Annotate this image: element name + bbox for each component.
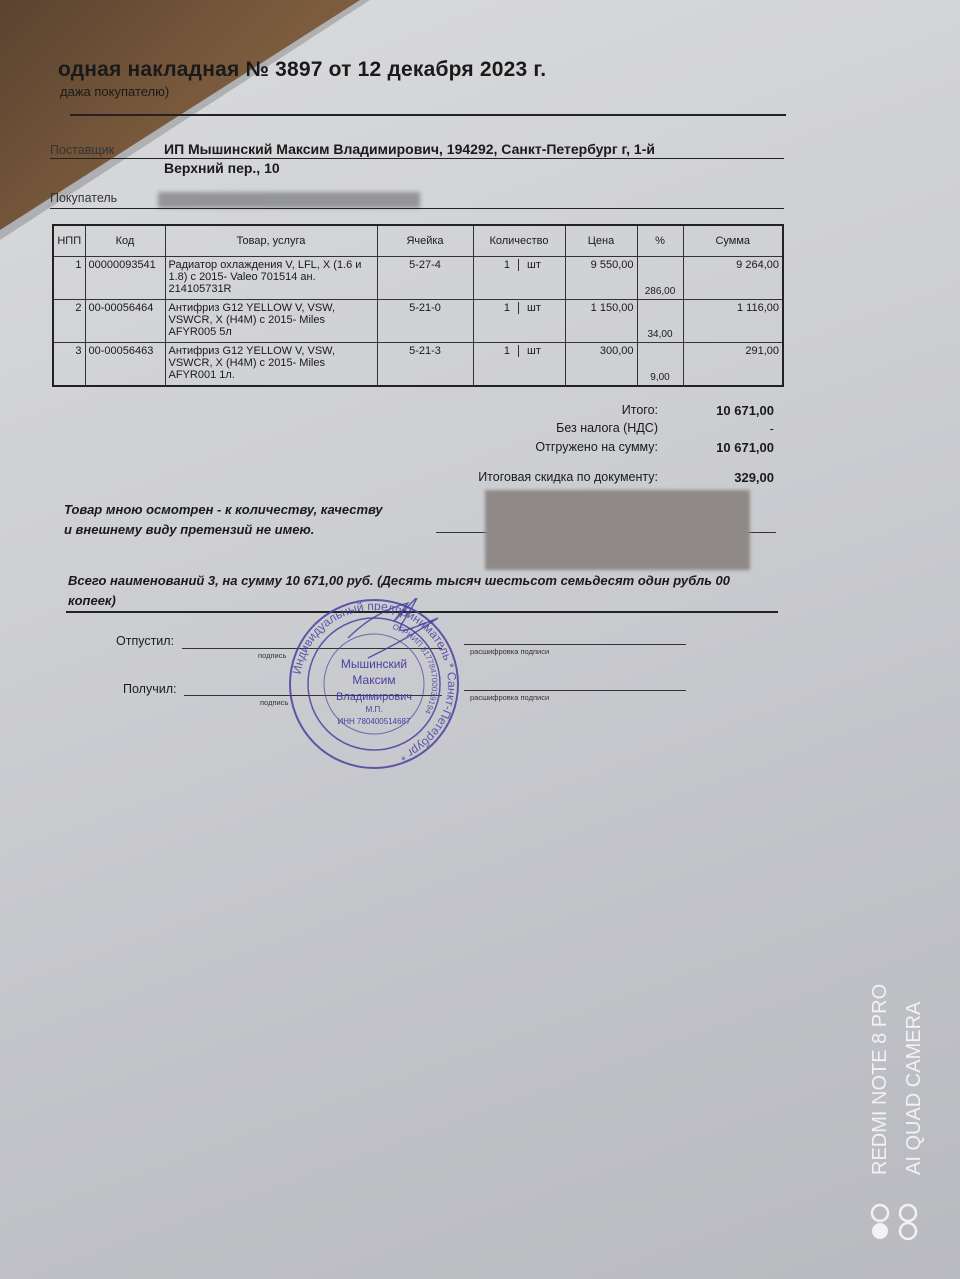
watermark-logo-icon <box>872 1205 916 1239</box>
qty-unit: шт <box>527 302 541 314</box>
cell-qty <box>473 343 565 387</box>
cell-price: 9 550,00 <box>565 257 637 300</box>
qty-unit: шт <box>527 345 541 357</box>
document-title: одная накладная № 3897 от 12 декабря 2023 г. <box>58 58 547 81</box>
received-label: Получил: <box>123 682 177 696</box>
cell-price: 1 150,00 <box>565 300 637 343</box>
vat-label: Без налога (НДС) <box>556 421 658 435</box>
buyer-signature-redacted <box>485 490 750 570</box>
cell-item: Антифриз G12 YELLOW V, VSW, VSWCR, X (H4M) с 2015- Miles AFYR005 5л <box>165 300 377 343</box>
company-stamp <box>288 598 460 770</box>
acceptance-note-line1: Товар мною осмотрен - к количеству, качеству <box>64 502 383 517</box>
table-row <box>53 300 783 343</box>
title-divider <box>70 114 786 116</box>
cell-code: 00-00056463 <box>85 343 165 387</box>
header-cell: Ячейка <box>377 225 473 257</box>
total-value: 10 671,00 <box>716 403 774 418</box>
stamp-line1: Мышинский <box>340 657 408 671</box>
discount-label: Итоговая скидка по документу: <box>478 470 658 484</box>
stamp-line3: Владимирович <box>335 691 413 703</box>
supplier-value: ИП Мышинский Максим Владимирович, 194292, Санкт-Петербург г, 1-й Верхний пер., 10 <box>164 141 655 176</box>
header-sum: Сумма <box>683 225 783 257</box>
cell-code: 00000093541 <box>85 257 165 300</box>
cell-cell: 5-21-3 <box>377 343 473 387</box>
amount-in-words: Всего наименований 3, на сумму 10 671,00 руб. (Десять тысяч шестьсот семьдесят один рубль 00 копеек) <box>68 573 730 608</box>
stamp-line2: Максим <box>352 673 396 687</box>
cell-qty <box>473 257 565 300</box>
received-sign-caption: подпись <box>260 698 289 707</box>
header-qty: Количество <box>473 225 565 257</box>
released-sign-caption: подпись <box>258 651 287 660</box>
received-decode-line <box>464 690 686 691</box>
header-pct: % <box>637 225 683 257</box>
cell-code: 00-00056464 <box>85 300 165 343</box>
camera-watermark <box>858 965 938 1245</box>
cell-sum: 1 116,00 <box>683 300 783 343</box>
cell-item: Антифриз G12 YELLOW V, VSW, VSWCR, X (H4M) с 2015- Miles AFYR001 1л. <box>165 343 377 387</box>
acceptance-note <box>64 500 383 540</box>
cell-npp: 1 <box>53 257 85 300</box>
table-header-row <box>53 225 783 257</box>
shipped-label: Отгружено на сумму: <box>535 440 658 454</box>
qty-value: 1 <box>477 302 520 314</box>
cell-cell: 5-27-4 <box>377 257 473 300</box>
header-code: Код <box>85 225 165 257</box>
cell-sum: 291,00 <box>683 343 783 387</box>
stamp-inn: ИНН 780400514687 <box>337 717 411 726</box>
discount-value: 329,00 <box>734 470 774 485</box>
total-label: Итого: <box>621 403 658 417</box>
acceptance-note-line2: и внешнему виду претензий не имею. <box>64 522 315 537</box>
cell-item: Радиатор охлаждения V, LFL, X (1.6 и 1.8) с 2015- Valeo 701514 ан. 214105731R <box>165 257 377 300</box>
header-item: Товар, услуга <box>165 225 377 257</box>
stamp-mp: М.П. <box>365 705 383 714</box>
document-subtitle: дажа покупателю) <box>60 84 170 99</box>
items-table <box>52 224 784 387</box>
cell-npp: 3 <box>53 343 85 387</box>
cell-cell: 5-21-0 <box>377 300 473 343</box>
qty-value: 1 <box>477 345 520 357</box>
cell-pct: 34,00 <box>637 300 683 343</box>
qty-unit: шт <box>527 259 541 271</box>
cell-sum: 9 264,00 <box>683 257 783 300</box>
table-row <box>53 343 783 387</box>
shipped-value: 10 671,00 <box>716 440 774 455</box>
stamp-ring-text: Индивидуальный предприниматель * Санкт-Петербург * <box>289 598 460 764</box>
header-price: Цена <box>565 225 637 257</box>
cell-pct: 9,00 <box>637 343 683 387</box>
table-row <box>53 257 783 300</box>
buyer-label: Покупатель <box>50 191 118 205</box>
header-npp: НПП <box>53 225 85 257</box>
cell-npp: 2 <box>53 300 85 343</box>
supplier-label: Поставщик <box>50 143 115 157</box>
cell-price: 300,00 <box>565 343 637 387</box>
watermark-line1: REDMI NOTE 8 PRO <box>869 983 891 1175</box>
released-label: Отпустил: <box>116 634 175 648</box>
released-decode-caption: расшифровка подписи <box>470 647 550 656</box>
received-decode-caption: расшифровка подписи <box>470 693 550 702</box>
stamp-ogrnip: ОГРНИП 317784700039194 <box>391 622 440 716</box>
released-decode-line <box>464 644 686 645</box>
cell-qty <box>473 300 565 343</box>
cell-pct: 286,00 <box>637 257 683 300</box>
buyer-divider <box>50 208 784 209</box>
qty-value: 1 <box>477 259 520 271</box>
buyer-redacted <box>158 192 420 208</box>
vat-value: - <box>769 421 774 436</box>
watermark-line2: AI QUAD CAMERA <box>903 1001 925 1175</box>
